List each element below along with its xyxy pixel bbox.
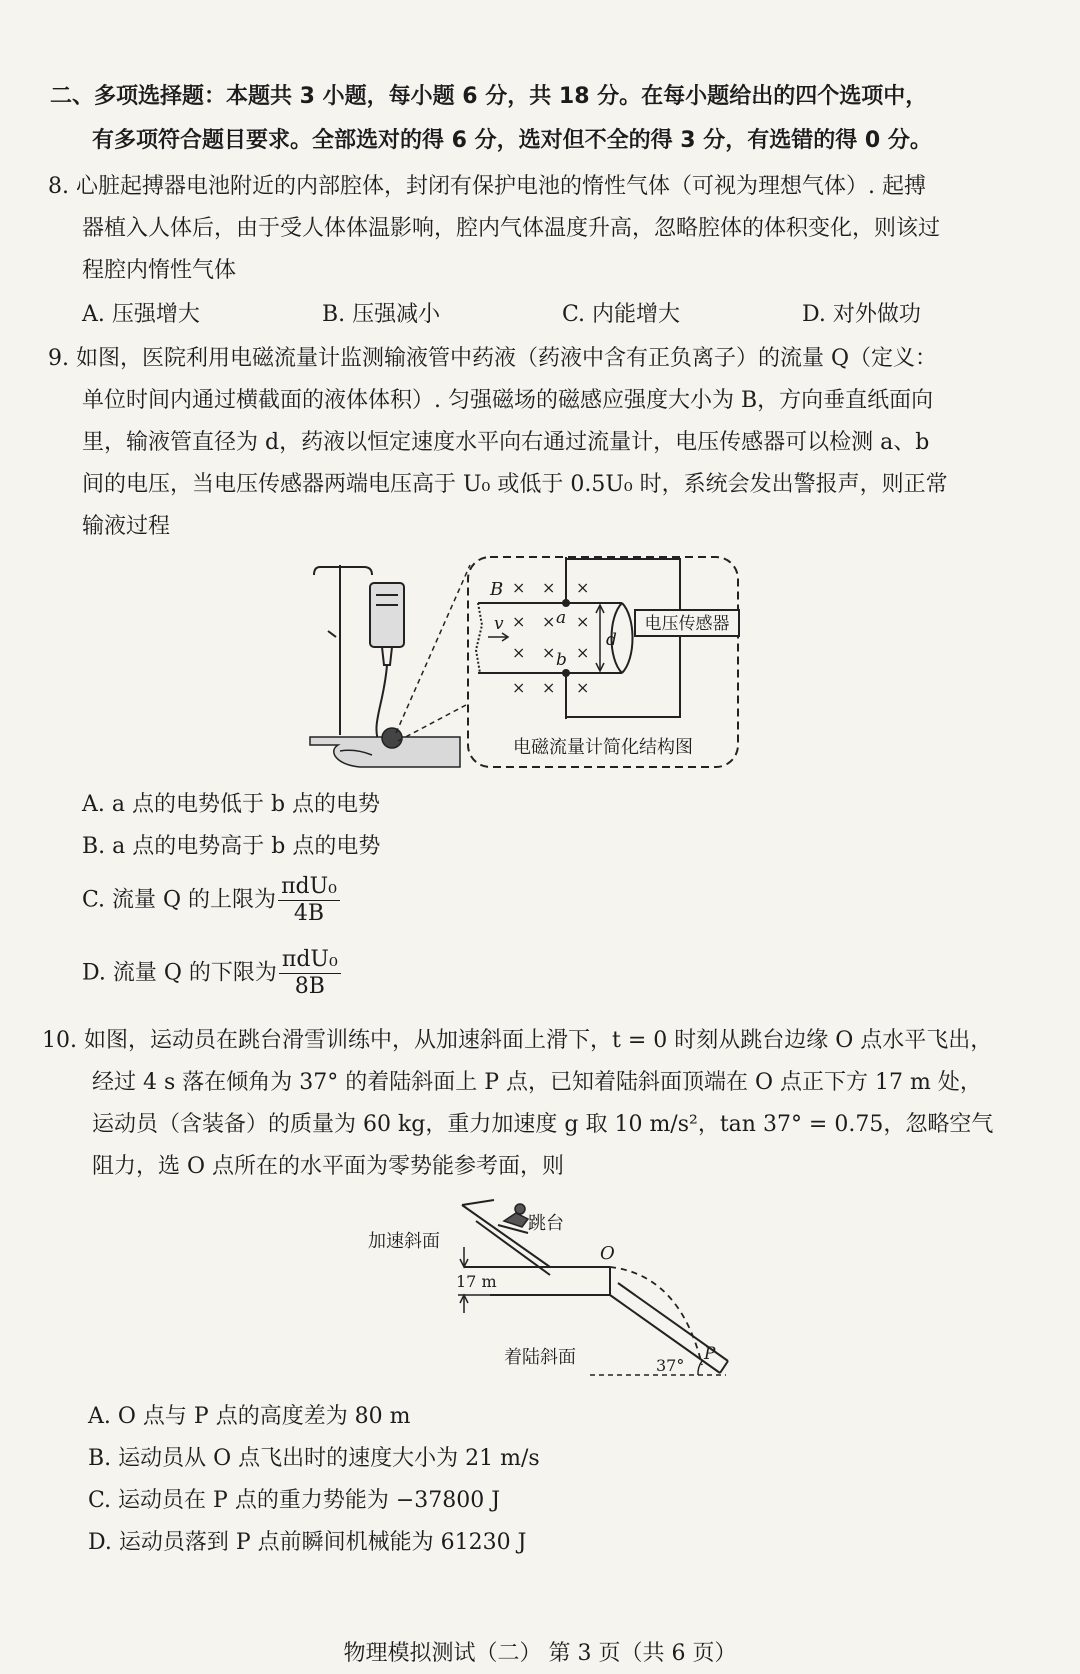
q9-option-b: B. a 点的电势高于 b 点的电势 (82, 834, 381, 859)
q9-option-c-prefix: C. 流量 Q 的上限为 (82, 887, 277, 913)
q9-option-d-denominator: 8B (294, 974, 325, 999)
svg-text:×: × (512, 578, 526, 597)
q9-option-c (82, 874, 340, 927)
q9-option-d-numerator: πdU₀ (279, 947, 341, 974)
label-b: b (556, 650, 567, 670)
label-a: a (556, 608, 567, 628)
svg-text:×: × (542, 643, 556, 662)
flowmeter-zoom-box (468, 557, 738, 767)
q10-line-3: 运动员（含装备）的质量为 60 kg，重力加速度 g 取 10 m/s²，tan 37° = 0.75，忽略空气 (92, 1112, 994, 1137)
q8-option-c: C. 内能增大 (562, 302, 681, 327)
svg-text:×: × (576, 678, 590, 697)
label-landing-slope: 着陆斜面 (504, 1347, 576, 1368)
magnetic-field-crosses (512, 578, 589, 697)
q8-option-d: D. 对外做功 (802, 302, 921, 327)
label-accel-slope: 加速斜面 (368, 1231, 440, 1252)
q10-line-2: 经过 4 s 落在倾角为 37° 的着陆斜面上 P 点，已知着陆斜面顶端在 O 点正下方 17 m 处， (92, 1070, 982, 1095)
iv-stand-drawing (314, 565, 404, 745)
q10-option-a: A. O 点与 P 点的高度差为 80 m (88, 1404, 411, 1429)
q9-option-d-prefix: D. 流量 Q 的下限为 (82, 960, 277, 986)
q8-line-3: 程腔内惰性气体 (82, 258, 237, 283)
svg-text:×: × (576, 612, 590, 631)
q8-option-b: B. 压强减小 (322, 302, 441, 327)
svg-text:×: × (542, 578, 556, 597)
q9-option-c-numerator: πdU₀ (278, 874, 340, 901)
flowmeter-caption: 电磁流量计简化结构图 (513, 737, 693, 758)
q9-line-4: 间的电压，当电压传感器两端电压高于 U₀ 或低于 0.5U₀ 时，系统会发出警报声，则正常 (82, 472, 948, 497)
q10-line-4: 阻力，选 O 点所在的水平面为零势能参考面，则 (92, 1154, 565, 1179)
q10-line-1: 10. 如图，运动员在跳台滑雪训练中，从加速斜面上滑下，t = 0 时刻从跳台边缘 O 点水平飞出， (42, 1028, 993, 1053)
ski-jump-figure (368, 1195, 740, 1385)
q8-line-2: 器植入人体后，由于受人体体温影响，腔内气体温度升高，忽略腔体的体积变化，则该过 (82, 216, 941, 241)
q8-option-a: A. 压强增大 (82, 302, 200, 327)
page-footer: 物理模拟测试（二） 第 3 页（共 6 页） (343, 1641, 737, 1666)
svg-text:×: × (542, 678, 556, 697)
section-title-line1: 二、多项选择题：本题共 3 小题，每小题 6 分，共 18 分。在每小题给出的四个选项中， (50, 84, 928, 109)
flowmeter-figure (300, 555, 800, 780)
label-d: d (606, 630, 617, 650)
q9-option-c-denominator: 4B (293, 901, 325, 926)
q9-option-a: A. a 点的电势低于 b 点的电势 (82, 792, 381, 817)
label-angle-37: 37° (656, 1356, 685, 1375)
label-P: P (704, 1344, 716, 1364)
label-v: v (494, 614, 504, 634)
q9-option-d (82, 947, 341, 1000)
q8-line-1: 8. 心脏起搏器电池附近的内部腔体，封闭有保护电池的惰性气体（可视为理想气体）. 起搏 (48, 174, 926, 199)
label-platform: 跳台 (528, 1213, 564, 1234)
q10-option-b: B. 运动员从 O 点飞出时的速度大小为 21 m/s (88, 1446, 540, 1471)
q9-option-d-fraction (279, 947, 341, 1000)
svg-text:×: × (512, 643, 526, 662)
q9-line-5: 输液过程 (82, 514, 171, 539)
q10-option-c: C. 运动员在 P 点的重力势能为 −37800 J (88, 1488, 501, 1513)
svg-text:×: × (512, 678, 526, 697)
svg-text:×: × (542, 612, 556, 631)
svg-text:×: × (576, 643, 590, 662)
voltage-sensor-label: 电压传感器 (644, 614, 730, 634)
svg-text:×: × (512, 612, 526, 631)
q9-option-c-fraction (278, 874, 340, 927)
label-17m: 17 m (456, 1272, 497, 1291)
skier-icon (498, 1204, 528, 1233)
q10-option-d: D. 运动员落到 P 点前瞬间机械能为 61230 J (88, 1530, 527, 1555)
q9-line-1: 9. 如图，医院利用电磁流量计监测输液管中药液（药液中含有正负离子）的流量 Q（定义： (48, 346, 938, 371)
arm-drawing (310, 728, 460, 767)
section-title-line2: 有多项符合题目要求。全部选对的得 6 分，选对但不全的得 3 分，有选错的得 0 分。 (92, 128, 932, 153)
q9-line-2: 单位时间内通过横截面的液体体积）. 匀强磁场的磁感应强度大小为 B，方向垂直纸面向 (82, 388, 934, 413)
label-O: O (600, 1243, 615, 1264)
label-B: B (490, 579, 504, 600)
q9-line-3: 里，输液管直径为 d，药液以恒定速度水平向右通过流量计，电压传感器可以检测 a、b (82, 430, 930, 455)
svg-text:×: × (576, 578, 590, 597)
